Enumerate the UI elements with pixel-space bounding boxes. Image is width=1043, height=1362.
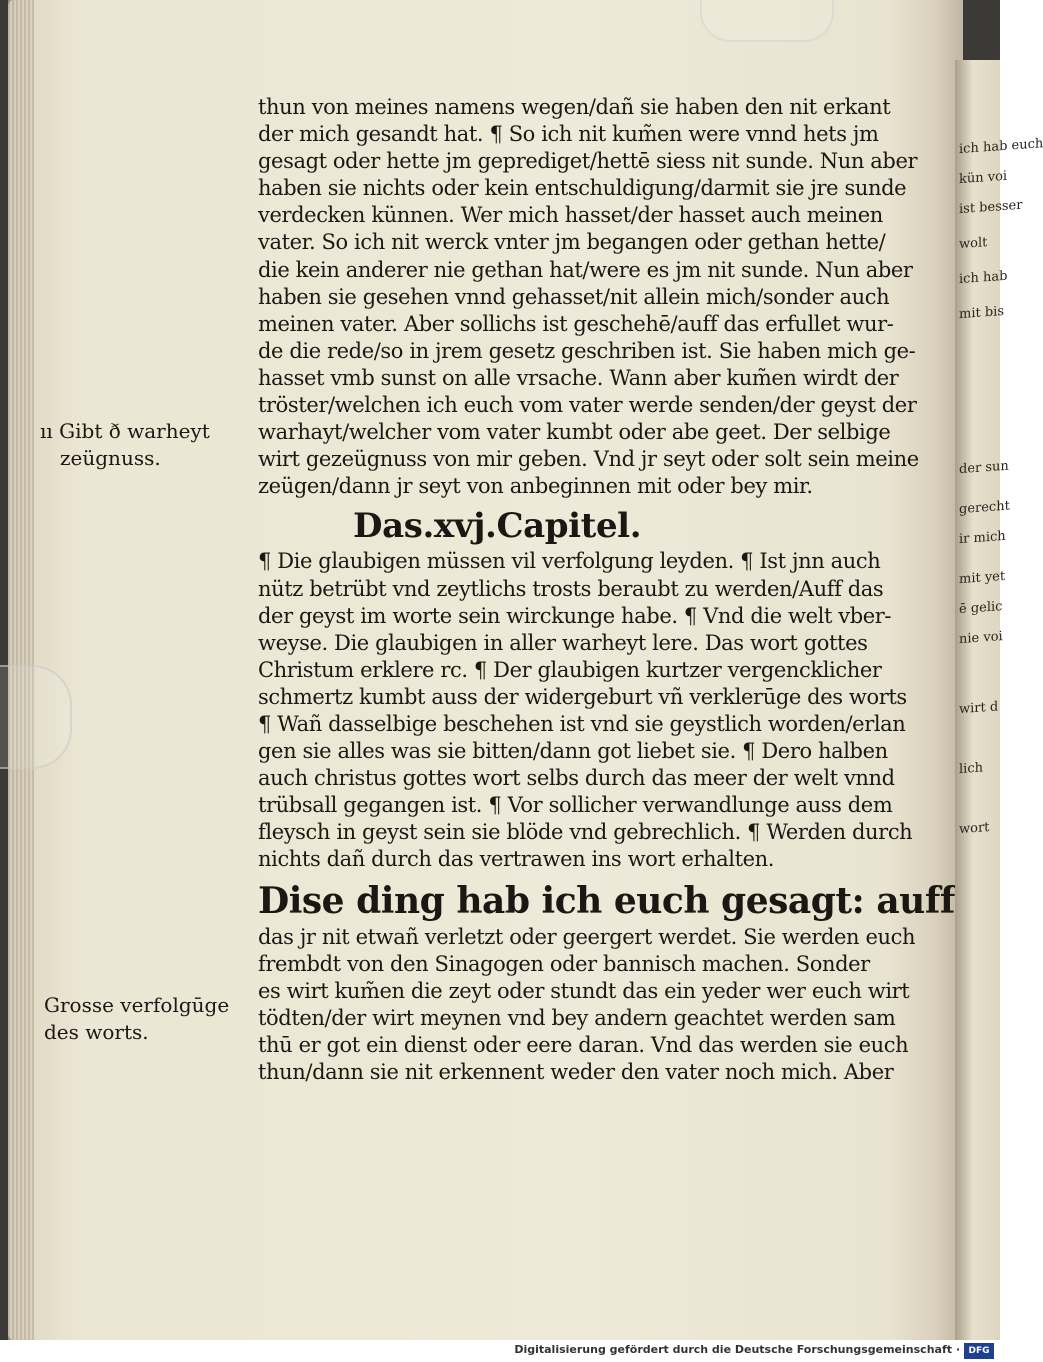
text-line: thun/dann sie nit erkennent weder den vater noch mich. Aber [258,1060,894,1084]
dfg-logo: DFG [964,1343,994,1359]
text-line: verdecken künnen. Wer mich hasset/der hasset auch meinen [258,203,883,228]
facing-page-fragment: mit bis [959,303,1004,323]
text-line: zeügen/dann jr seyt von anbeginnen mit oder bey mir. [258,474,813,499]
text-line: tröster/welchen ich euch vom vater werde senden/der geyst der [258,393,917,418]
facing-page-fragment: wolt [959,235,988,253]
chapter-heading: Das.xvj.Capitel. [353,506,642,547]
text-line: haben sie nichts oder kein entschuldigung/darmit sie jre sunde [258,176,907,201]
margin-note-line: Gibt ð warheyt [59,419,210,443]
margin-note-line: des worts. [44,1020,149,1044]
summary-line: auch christus gottes wort selbs durch das meer der welt vnnd [258,766,895,791]
margin-note-marker: ıı [40,419,53,443]
chapter-summary [258,548,913,873]
facing-page-fragment: der sun [959,458,1009,478]
summary-line: der geyst im worte sein wirckunge habe. ¶ Vnd die welt vber- [258,603,892,628]
book-clip-left [0,665,72,769]
facing-page-edge [955,60,1043,1340]
margin-note-line: Grosse verfolgūge [44,993,230,1017]
text-line: de die rede/so in jrem gesetz geschriben ist. Sie haben mich ge- [258,338,916,363]
main-text-column [258,94,955,1086]
text-line: frembdt von den Sinagogen oder bannisch machen. Sonder [258,951,870,976]
facing-page-fragment: ich hab [959,268,1008,288]
text-line: gesagt oder hette jm geprediget/hettē siess nit sunde. Nun aber [258,149,918,174]
text-line: haben sie gesehen vnnd gehasset/nit allein mich/sonder auch [258,284,890,309]
text-line: tödten/der wirt meynen vnd bey andern geachtet werden sam [258,1005,896,1030]
text-line: die kein anderer nie gethan hat/were es jm nit sunde. Nun aber [258,257,913,282]
text-line: thun von meines namens wegen/dañ sie haben den nit erkant [258,95,891,119]
facing-page-fragment: ē gelic [959,599,1003,618]
facing-page-fragment: kün voi [959,168,1008,188]
facing-page-fragment: mit yet [959,568,1006,588]
facing-page-fragment: ir mich [959,528,1006,548]
chapter-opening-line: Dise ding hab ich euch gesagt: auff [258,879,955,922]
text-line: vater. So ich nit werck vnter jm begangen oder gethan hette/ [258,230,886,255]
book-clip-top [700,0,834,42]
text-line: es wirt kum̃en die zeyt oder stundt das ein yeder wer euch wirt [258,978,910,1003]
text-line: hasset vmb sunst on alle vrsache. Wann aber kum̃en wirdt der [258,365,899,390]
summary-line: Christum erklere rc. ¶ Der glaubigen kurtzer vergencklicher [258,657,882,682]
text-line: das jr nit etwañ verletzt oder geergert werdet. Sie werden euch [258,924,916,949]
show-through-text [50,150,230,380]
summary-line: ¶ Die glaubigen müssen vil verfolgung leyden. ¶ Ist jnn auch [258,549,881,574]
summary-line: trübsall gegangen ist. ¶ Vor sollicher verwandlunge auss dem [258,793,893,818]
digitization-footer [0,1340,1000,1362]
text-line: thū er got ein dienst oder eere daran. Vnd das werden sie euch [258,1032,909,1057]
facing-page-fragment: lich [959,760,983,778]
facing-page-fragment: nie voi [959,629,1003,648]
facing-page-fragment: ich hab euch [959,136,1043,158]
summary-line: weyse. Die glaubigen in aller warheyt lere. Das wort gottes [258,630,868,655]
summary-line: ¶ Wañ dasselbige beschehen ist vnd sie geystlich worden/erlan [258,711,906,736]
footer-credit: Digitalisierung gefördert durch die Deutsche Forschungsgemeinschaft · [514,1343,960,1356]
facing-page-fragment: wirt d [959,699,999,718]
summary-line: nichts dañ durch das vertrawen ins wort erhalten. [258,847,775,872]
text-line: wirt gezeügnuss von mir geben. Vnd jr seyt oder solt sein meine [258,447,919,472]
facing-page-fragment: ist besser [959,197,1023,218]
summary-line: gen sie alles was sie bitten/dann got liebet sie. ¶ Dero halben [258,739,888,764]
facing-page-fragment: gerecht [959,498,1010,518]
summary-line: fleysch in geyst sein sie blöde vnd gebrechlich. ¶ Werden durch [258,820,913,845]
margin-note-warheyt [40,418,210,472]
summary-line: nütz betrübt vnd zeytlichs trosts beraubt zu werden/Auff das [258,576,884,601]
summary-line: schmertz kumbt auss der widergeburt vñ verklerūge des worts [258,684,907,709]
text-line: meinen vater. Aber sollichs ist geschehē/auff das erfullet wur- [258,311,894,336]
text-line: warhayt/welcher vom vater kumbt oder abe geet. Der selbige [258,420,891,445]
margin-note-line: zeügnuss. [60,446,161,470]
facing-page-fragment: wort [959,819,990,838]
text-line: der mich gesandt hat. ¶ So ich nit kum̃en were vnnd hets jm [258,122,879,147]
margin-note-verfolgunge [44,992,229,1046]
